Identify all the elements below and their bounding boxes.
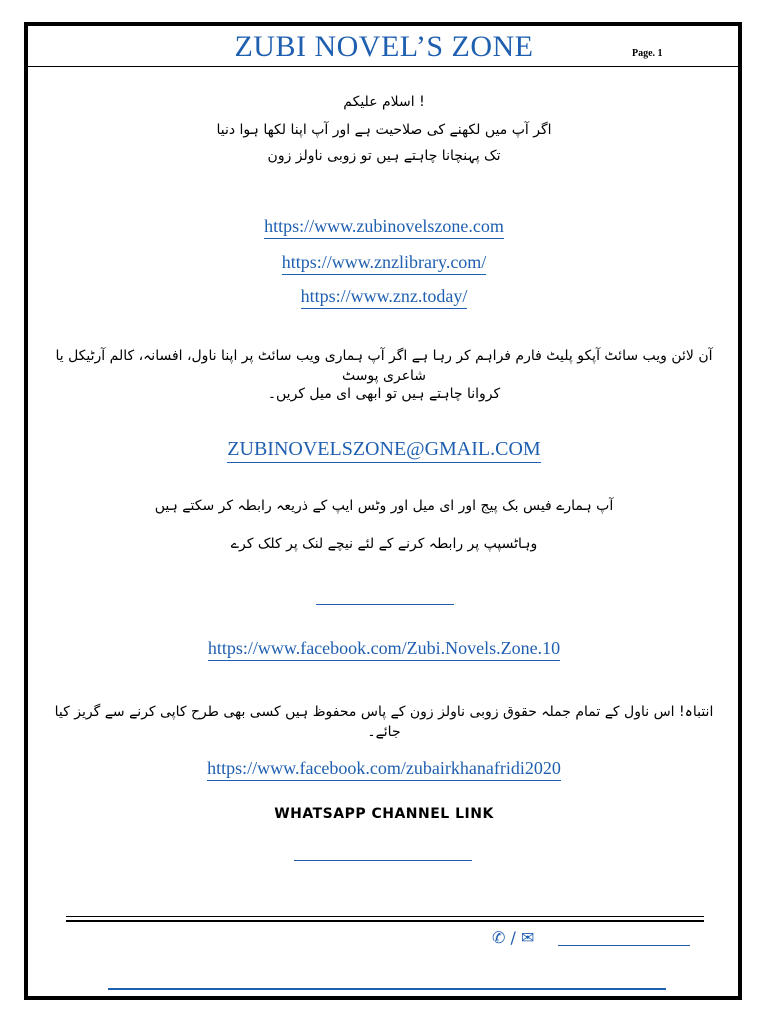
email-link[interactable]: ZUBINOVELSZONE@GMAIL.COM [0, 438, 768, 461]
footer-contact-icons [492, 928, 534, 947]
facebook-profile-link[interactable]: https://www.facebook.com/zubairkhanafridi2020 [0, 758, 768, 779]
footer-blank-link[interactable] [558, 945, 690, 946]
intro-line-1: اگر آپ میں لکھنے کی صلاحیت ہے اور آپ اپنا لکھا ہوا دنیا [216, 122, 552, 138]
footer-divider-thin [66, 916, 704, 917]
site-link-zubinovelszone[interactable]: https://www.zubinovelszone.com [0, 216, 768, 237]
mail-icon[interactable]: ✉ [520, 928, 535, 947]
footer-divider-thick [66, 920, 704, 922]
site-link-znzlibrary[interactable]: https://www.znzlibrary.com/ [0, 252, 768, 273]
bottom-blank-link[interactable] [108, 988, 666, 990]
whatsapp-blank-link[interactable] [316, 604, 454, 605]
site-link-znz-today[interactable]: https://www.znz.today/ [0, 286, 768, 307]
page-title: ZUBI NOVEL’S ZONE [234, 30, 534, 63]
icon-separator: / [510, 928, 516, 947]
whatsapp-channel-label: WHATSAPP CHANNEL LINK [274, 806, 494, 822]
intro-line-2: تک پہنچانا چاہتے ہیں تو زوبی ناولز زون [267, 148, 501, 164]
whatsapp-channel-blank-link[interactable] [294, 860, 472, 861]
contact-line-2: وہاٹسپپ پر رابطہ کرنے کے لئے نیچے لنک پر کلک کرے [230, 536, 538, 552]
phone-icon[interactable]: ✆ [492, 928, 506, 947]
contact-line-1: آپ ہمارے فیس بک پیج اور ای میل اور وٹس ایپ کے ذریعہ رابطہ کر سکتے ہیں [154, 498, 614, 514]
page-number: Page. 1 [632, 48, 663, 59]
copyright-warning: انتباہ! اس ناول کے تمام جملہ حقوق زوبی ناولز زون کے پاس محفوظ ہیں کسی بھی طرح کاپی کرنے سے گریز کیا جائے۔ [54, 704, 714, 740]
submission-line-2: کروانا چاہتے ہیں تو ابھی ای میل کریں۔ [267, 386, 501, 402]
header-divider [28, 66, 738, 67]
submission-line-1: آن لائن ویب سائٹ آپکو پلیٹ فارم فراہم کر رہا ہے اگر آپ ہماری ویب سائٹ پر اپنا ناول، افسانہ، کالم آرٹیکل یا شاعری پوسٹ [55, 348, 713, 384]
greeting-text: ! اسلام علیکم [343, 94, 425, 110]
facebook-page-link[interactable]: https://www.facebook.com/Zubi.Novels.Zone.10 [0, 638, 768, 659]
